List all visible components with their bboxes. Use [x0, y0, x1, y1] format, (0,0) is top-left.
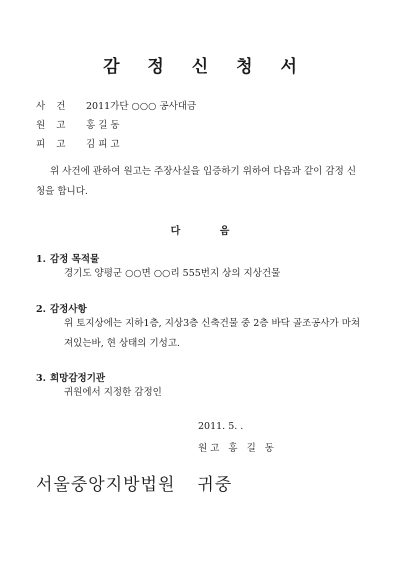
section-1-label: 감정 목적물 — [50, 254, 100, 265]
intro-paragraph: 위 사건에 관하여 원고는 주장사실을 입증하기 위하여 다음과 같이 감정 신청을 합니다. — [36, 166, 356, 197]
section-3-number: 3. — [36, 373, 46, 384]
court-addressee — [36, 470, 232, 495]
plaintiff-value: 홍 길 동 — [86, 120, 120, 131]
court-name: 서울중앙지방법원 — [36, 475, 176, 495]
section-3-body: 귀원에서 지정한 감정인 — [64, 387, 162, 398]
section-heading: 다 음 — [170, 226, 230, 237]
section-2-label: 감정사항 — [50, 304, 87, 315]
section-3-label: 희망감정기관 — [50, 373, 106, 384]
defendant-label: 피 고 — [36, 139, 70, 150]
defendant-line — [36, 136, 120, 150]
section-3-title — [36, 370, 105, 384]
court-suffix: 귀중 — [197, 475, 233, 495]
plaintiff-label: 원 고 — [36, 120, 70, 131]
filing-date: 2011. 5. . — [198, 421, 244, 432]
signer: 원고 홍 길 동 — [198, 443, 277, 454]
defendant-value: 김 피 고 — [86, 139, 120, 150]
plaintiff-line — [36, 117, 120, 131]
section-2-title — [36, 301, 87, 315]
case-line — [36, 98, 196, 112]
section-1-title — [36, 251, 99, 265]
section-2-number: 2. — [36, 304, 46, 315]
section-1-number: 1. — [36, 254, 46, 265]
section-1-body: 경기도 양평군 ○○면 ○○리 555번지 상의 지상건물 — [64, 268, 281, 279]
section-2-body: 위 토지상에는 지하1층, 지상3층 신축건물 중 2층 바닥 골조공사가 마쳐져있는바, 현 상태의 기성고. — [64, 318, 361, 349]
case-value: 2011가단 ○○○ 공사대금 — [86, 101, 197, 112]
case-label: 사 건 — [36, 101, 70, 112]
document-title: 감 정 신 청 서 — [103, 57, 308, 77]
